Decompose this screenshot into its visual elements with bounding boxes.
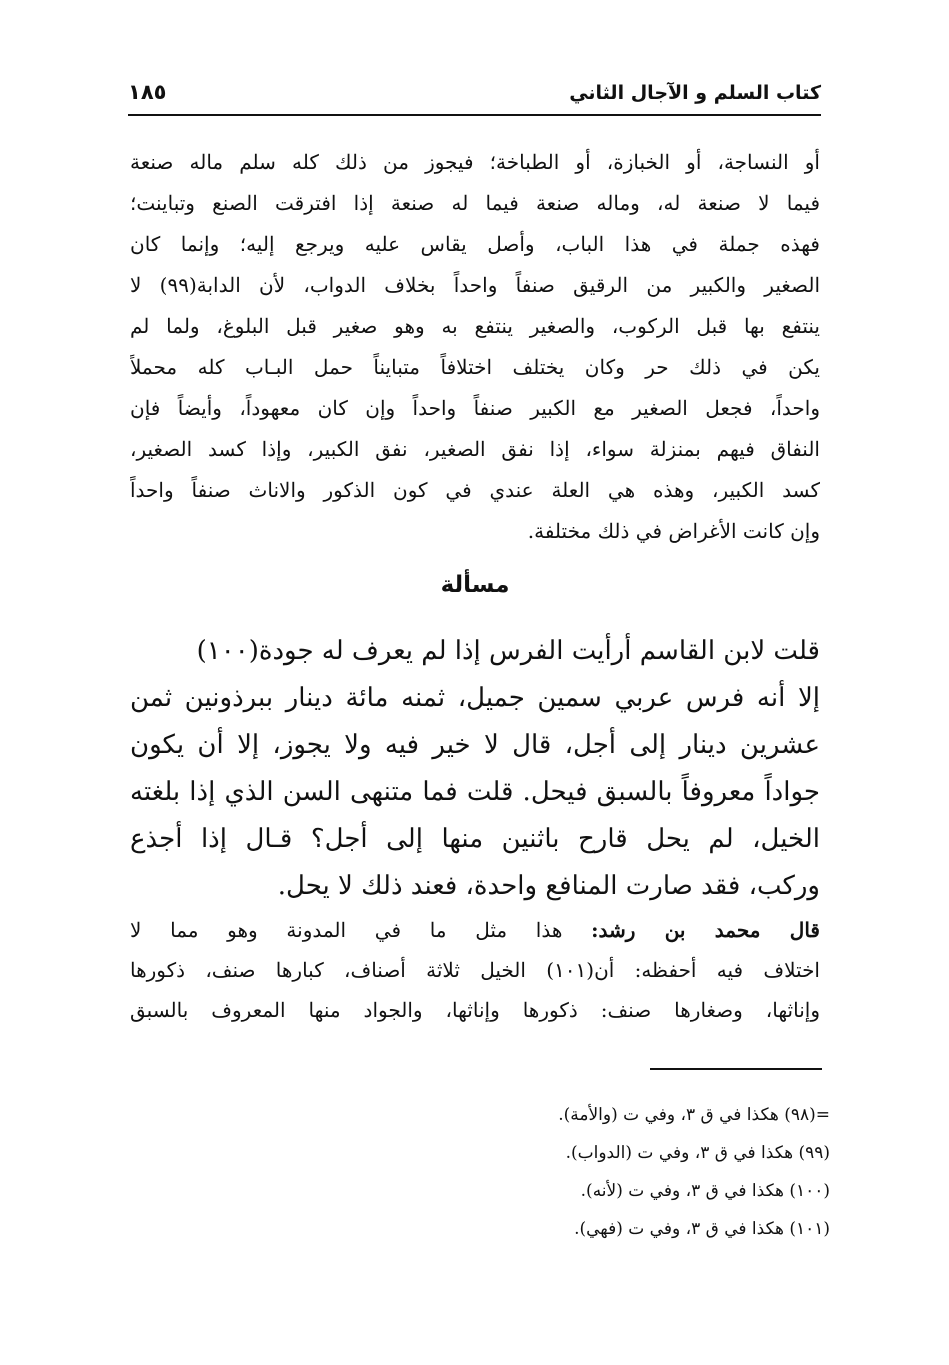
footnotes [300, 1096, 830, 1248]
speaker-name: قال محمد بن رشد: [591, 918, 820, 942]
text-run: هذا مثل ما في المدونة وهو مما لا [130, 918, 563, 942]
paragraph-3 [130, 910, 820, 1030]
text-line: اختلاف فيه أحفظه: أن(١٠١) الخيل ثلاثة أصناف، كبارها صنف، ذكورها [130, 958, 820, 982]
text-line: وإناثها، وصغارها صنف: ذكورها وإناثها، والجواد منها المعروف بالسبق [130, 998, 820, 1022]
text-line: واحداً، فجعل الصغير مع الكبير صنفاً واحداً وإن كان معهوداً، وأيضاً فإن [130, 396, 820, 420]
text-line: فهذه جملة في هذا الباب، وأصل يقاس عليه ويرجع إليه؛ وإنما كان [130, 232, 820, 256]
text-line: الخيل، لم يحل قارح باثنين منها إلى أجل؟ قـال إذا أجذع [130, 824, 820, 854]
footnote: (١٠١) هكذا في ق ٣، وفي ت (فهي). [574, 1219, 830, 1239]
text-line: وركب، فقد صارت المنافع واحدة، فعند ذلك لا يحل. [277, 871, 820, 901]
text-line: أو النساجة، أو الخبازة، أو الطباخة؛ فيجوز من ذلك كله سلم ماله صنعة [130, 150, 820, 174]
text-line: كسد الكبير، وهذه هي العلة عندي في كون الذكور والاناث صنفاً واحداً [130, 478, 820, 502]
text-line: عشرين دينار إلى أجل، قال لا خير فيه ولا يجوز، إلا أن يكون [130, 730, 820, 760]
footnote-divider [650, 1068, 822, 1070]
text-line: جواداً معروفاً بالسبق فيحل. قلت فما متنهى السن الذي إذا بلغته [130, 777, 820, 807]
text-line [130, 910, 820, 950]
footnote: =(٩٨) هكذا في ق ٣، وفي ت (والأمة). [558, 1105, 830, 1125]
text-line: الصغير والكبير من الرقيق صنفاً واحداً بخلاف الدواب، لأن الدابة(٩٩) لا [130, 273, 820, 297]
paragraph-1 [130, 142, 820, 552]
text-line: يكن في ذلك حر وكان يختلف اختلافاً متبايناً حمل البـاب كله محملاً [130, 355, 820, 379]
text-line: وإن كانت الأغراض في ذلك مختلفة. [527, 519, 820, 543]
page-number: ١٨٥ [128, 80, 167, 104]
section-heading: مسألة [440, 572, 510, 598]
footnote: (٩٩) هكذا في ق ٣، وفي ت (الدواب). [565, 1143, 830, 1163]
text-line: فيما لا صنعة له، وماله صنعة فيما له صنعة إذا افترقت الصنع وتباينت؛ [130, 191, 820, 215]
text-line: ينتفع بها قبل الركوب، والصغير ينتفع به وهو صغير قبل البلوغ، ولما لم [130, 314, 820, 338]
text-line: إلا أنه فرس عربي سمين جميل، ثمنه مائة دينار ببرذونين ثمن [130, 683, 820, 713]
paragraph-2 [130, 628, 820, 910]
text-line: قلت لابن القاسم أرأيت الفرس إذا لم يعرف له جودة(١٠٠) [196, 636, 820, 666]
running-title: كتاب السلم و الآجال الثاني [569, 82, 821, 104]
footnote: (١٠٠) هكذا في ق ٣، وفي ت (لأنه). [580, 1181, 830, 1201]
text-line: النفاق فيهم بمنزلة سواء، إذا نفق الصغير، نفق الكبير، وإذا كسد الصغير، [130, 437, 820, 461]
page-header [128, 78, 821, 116]
